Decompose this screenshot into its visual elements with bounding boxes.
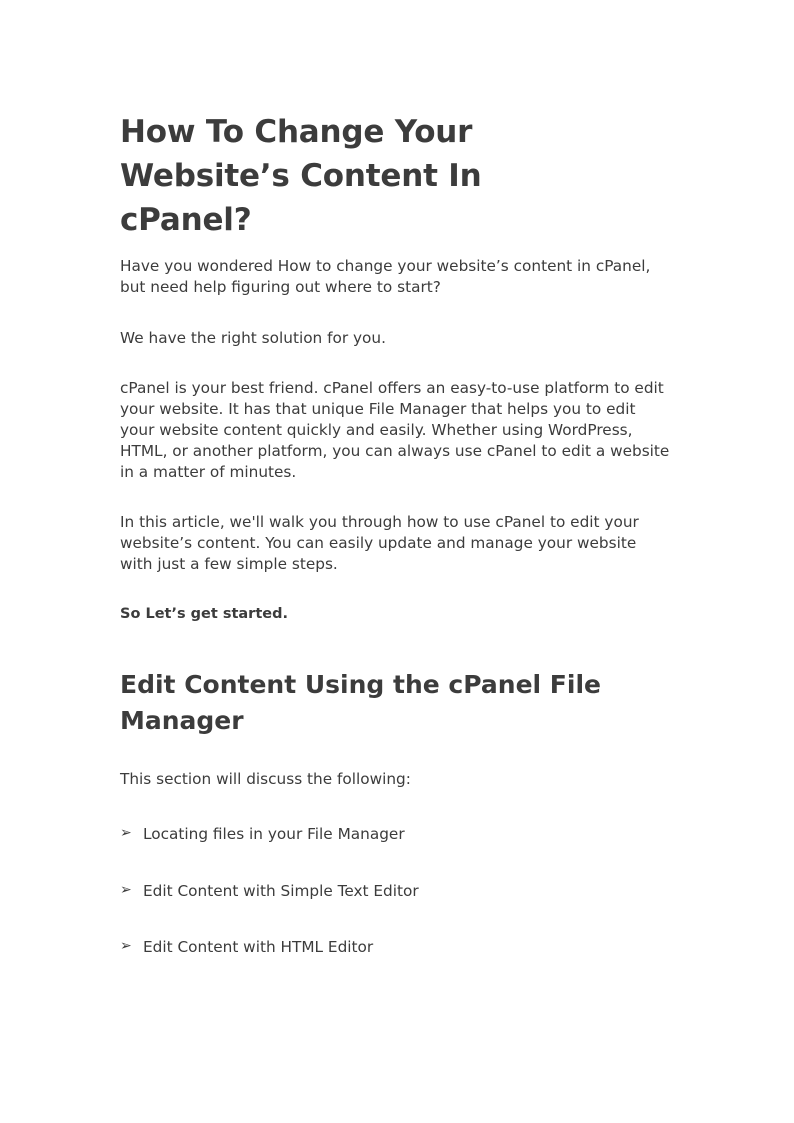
page-title: How To Change Your Website’s Content In cPanel? bbox=[120, 114, 482, 239]
paragraph-cpanel-overview: cPanel is your best friend. cPanel offers an easy-to-use platform to edit your website. It has that unique File Manager that helps you to edit your website content quickly and easily. Whether using WordPress, HTML, or another platform, you can always use cPanel to edit a website in a matter of minutes. bbox=[120, 379, 670, 481]
arrow-bullet-icon: ➢ bbox=[120, 881, 132, 898]
arrow-bullet-icon: ➢ bbox=[120, 938, 132, 955]
list-item bbox=[120, 937, 674, 958]
paragraph-intro: Have you wondered How to change your website’s content in cPanel, but need help figuring out where to start? bbox=[120, 257, 651, 296]
paragraph-article-summary: In this article, we'll walk you through how to use cPanel to edit your website’s content. You can easily update and manage your website with just a few simple steps. bbox=[120, 513, 639, 574]
section-intro-text: This section will discuss the following: bbox=[120, 770, 411, 789]
call-to-action-text: So Let’s get started. bbox=[120, 605, 288, 622]
paragraph-solution: We have the right solution for you. bbox=[120, 328, 386, 347]
list-item-label: Locating files in your File Manager bbox=[143, 824, 405, 843]
list-item bbox=[120, 881, 674, 902]
list-item bbox=[120, 824, 674, 845]
arrow-bullet-icon: ➢ bbox=[120, 824, 132, 841]
topic-list bbox=[120, 824, 674, 958]
list-item-label: Edit Content with Simple Text Editor bbox=[143, 881, 419, 900]
list-item-label: Edit Content with HTML Editor bbox=[143, 938, 374, 957]
section-heading-file-manager: Edit Content Using the cPanel File Manager bbox=[120, 669, 601, 735]
